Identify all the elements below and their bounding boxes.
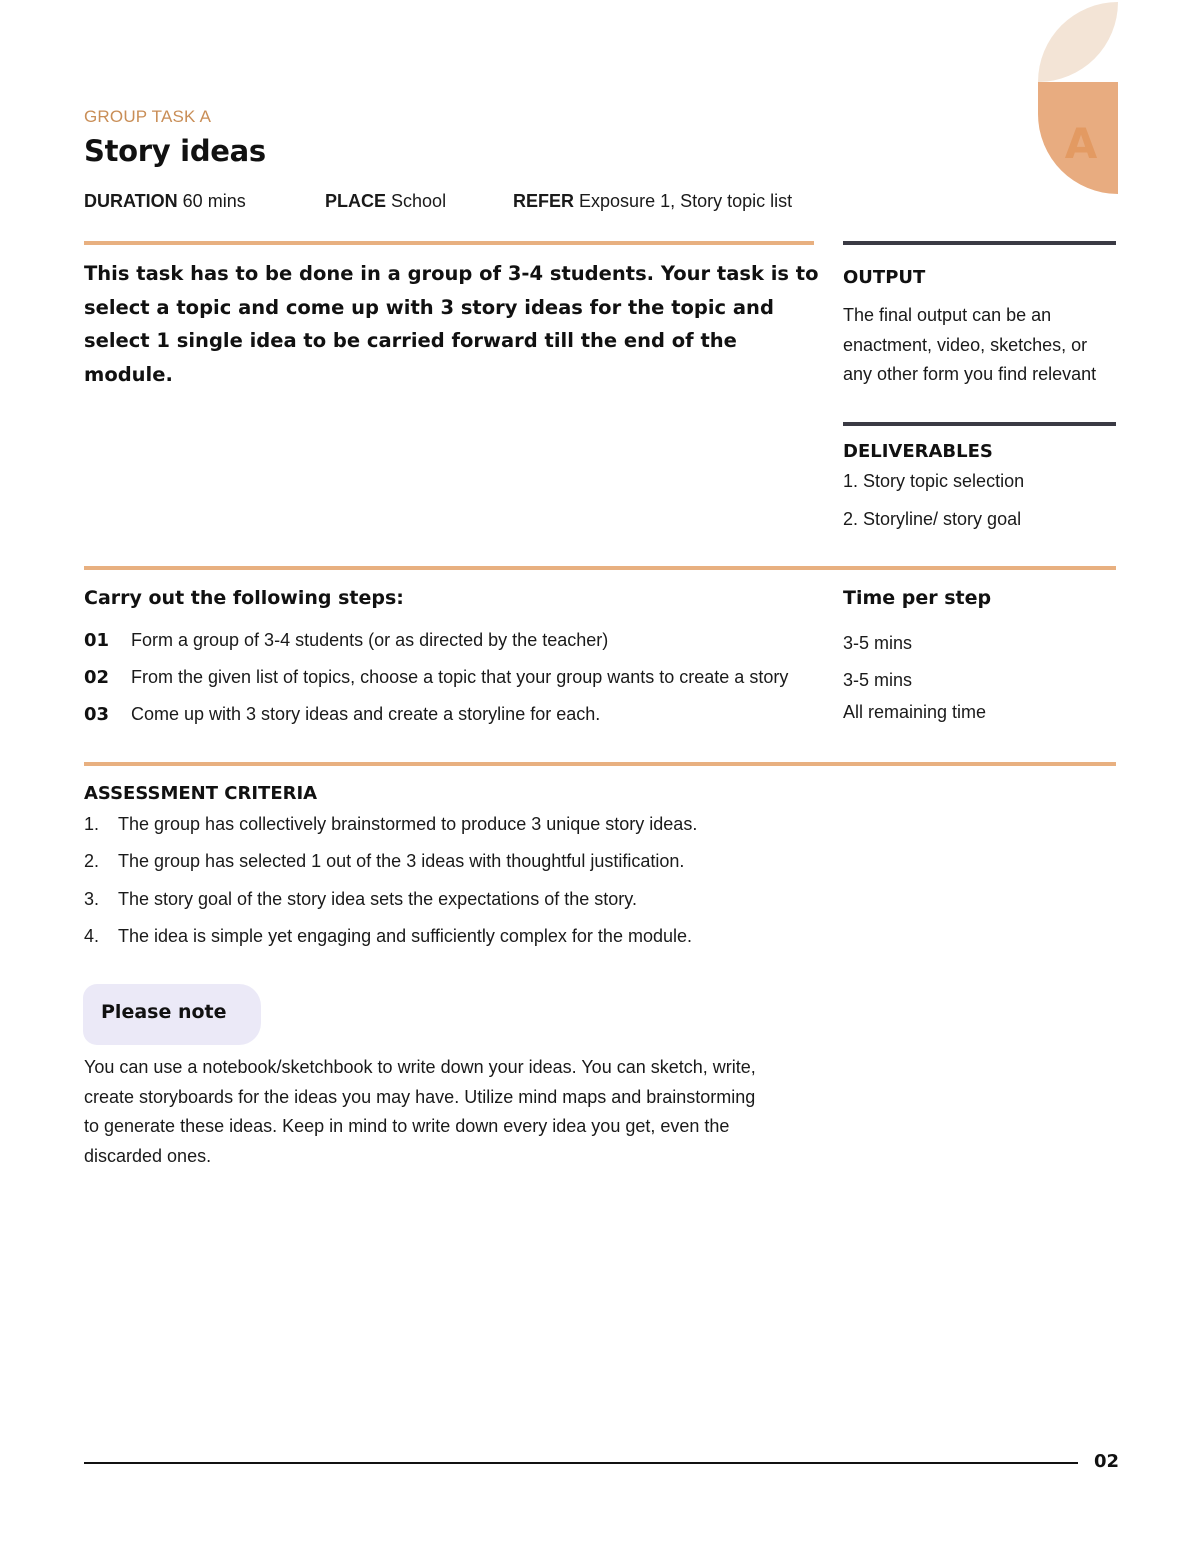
place-label: PLACE [325, 191, 387, 211]
step-text: From the given list of topics, choose a topic that your group wants to create a story [131, 667, 789, 687]
output-heading: OUTPUT [843, 267, 926, 288]
footer-rule [84, 1462, 1078, 1464]
task-intro: This task has to be done in a group of 3-4 students. Your task is to select a topic and come up with 3 story ideas for the topic and select 1 single idea to be carried forward till the end of the module. [84, 262, 819, 386]
duration-label: DURATION [84, 191, 178, 211]
criteria-text: The group has selected 1 out of the 3 ideas with thoughtful justification. [118, 851, 685, 871]
criteria-text: The idea is simple yet engaging and sufficiently complex for the module. [118, 926, 692, 946]
criteria-heading: ASSESSMENT CRITERIA [84, 783, 318, 804]
refer-label: REFER [513, 191, 575, 211]
page-title: Story ideas [84, 134, 266, 168]
step-time: All remaining time [843, 702, 987, 722]
criteria-text: The group has collectively brainstormed to produce 3 unique story ideas. [118, 814, 698, 834]
decorative-leaf-top [1038, 2, 1118, 82]
output-text: The final output can be an enactment, video, sketches, or any other form you find relevant [843, 305, 1097, 384]
step-number: 02 [84, 667, 110, 688]
divider-criteria [84, 762, 1116, 766]
divider-intro [84, 241, 814, 245]
criteria-text: The story goal of the story idea sets the expectations of the story. [118, 889, 637, 909]
meta-place [325, 191, 446, 212]
criteria-number: 4. [84, 926, 100, 946]
deliverables-heading: DELIVERABLES [843, 441, 993, 462]
page-number: 02 [1094, 1451, 1120, 1472]
divider-steps [84, 566, 1116, 570]
duration-value: 60 mins [182, 191, 246, 211]
criteria-number: 1. [84, 814, 100, 834]
step-time: 3-5 mins [843, 670, 913, 690]
step-text: Form a group of 3-4 students (or as directed by the teacher) [131, 630, 609, 650]
note-label: Please note [101, 1001, 227, 1023]
divider-output [843, 241, 1116, 245]
meta-duration [84, 191, 246, 212]
step-number: 01 [84, 630, 110, 651]
task-letter-badge: A [1064, 119, 1098, 168]
refer-value: Exposure 1, Story topic list [579, 191, 793, 211]
criteria-number: 2. [84, 851, 100, 871]
divider-deliverables [843, 422, 1116, 426]
place-value: School [391, 191, 447, 211]
criteria-number: 3. [84, 889, 100, 909]
deliverable-item: 1. Story topic selection [843, 471, 1025, 491]
meta-refer [513, 191, 792, 212]
note-text: You can use a notebook/sketchbook to write down your ideas. You can sketch, write, create storyboards for the ideas you may have. Utilize mind maps and brainstorming to generate these ideas. Keep in mind to write down every idea you get, even the discarded ones. [84, 1057, 756, 1166]
time-per-step-heading: Time per step [843, 587, 992, 609]
deliverable-item: 2. Storyline/ story goal [843, 509, 1022, 529]
step-number: 03 [84, 704, 110, 725]
task-eyebrow: GROUP TASK A [84, 107, 212, 126]
step-text: Come up with 3 story ideas and create a storyline for each. [131, 704, 601, 724]
steps-heading: Carry out the following steps: [84, 587, 404, 609]
step-time: 3-5 mins [843, 633, 913, 653]
